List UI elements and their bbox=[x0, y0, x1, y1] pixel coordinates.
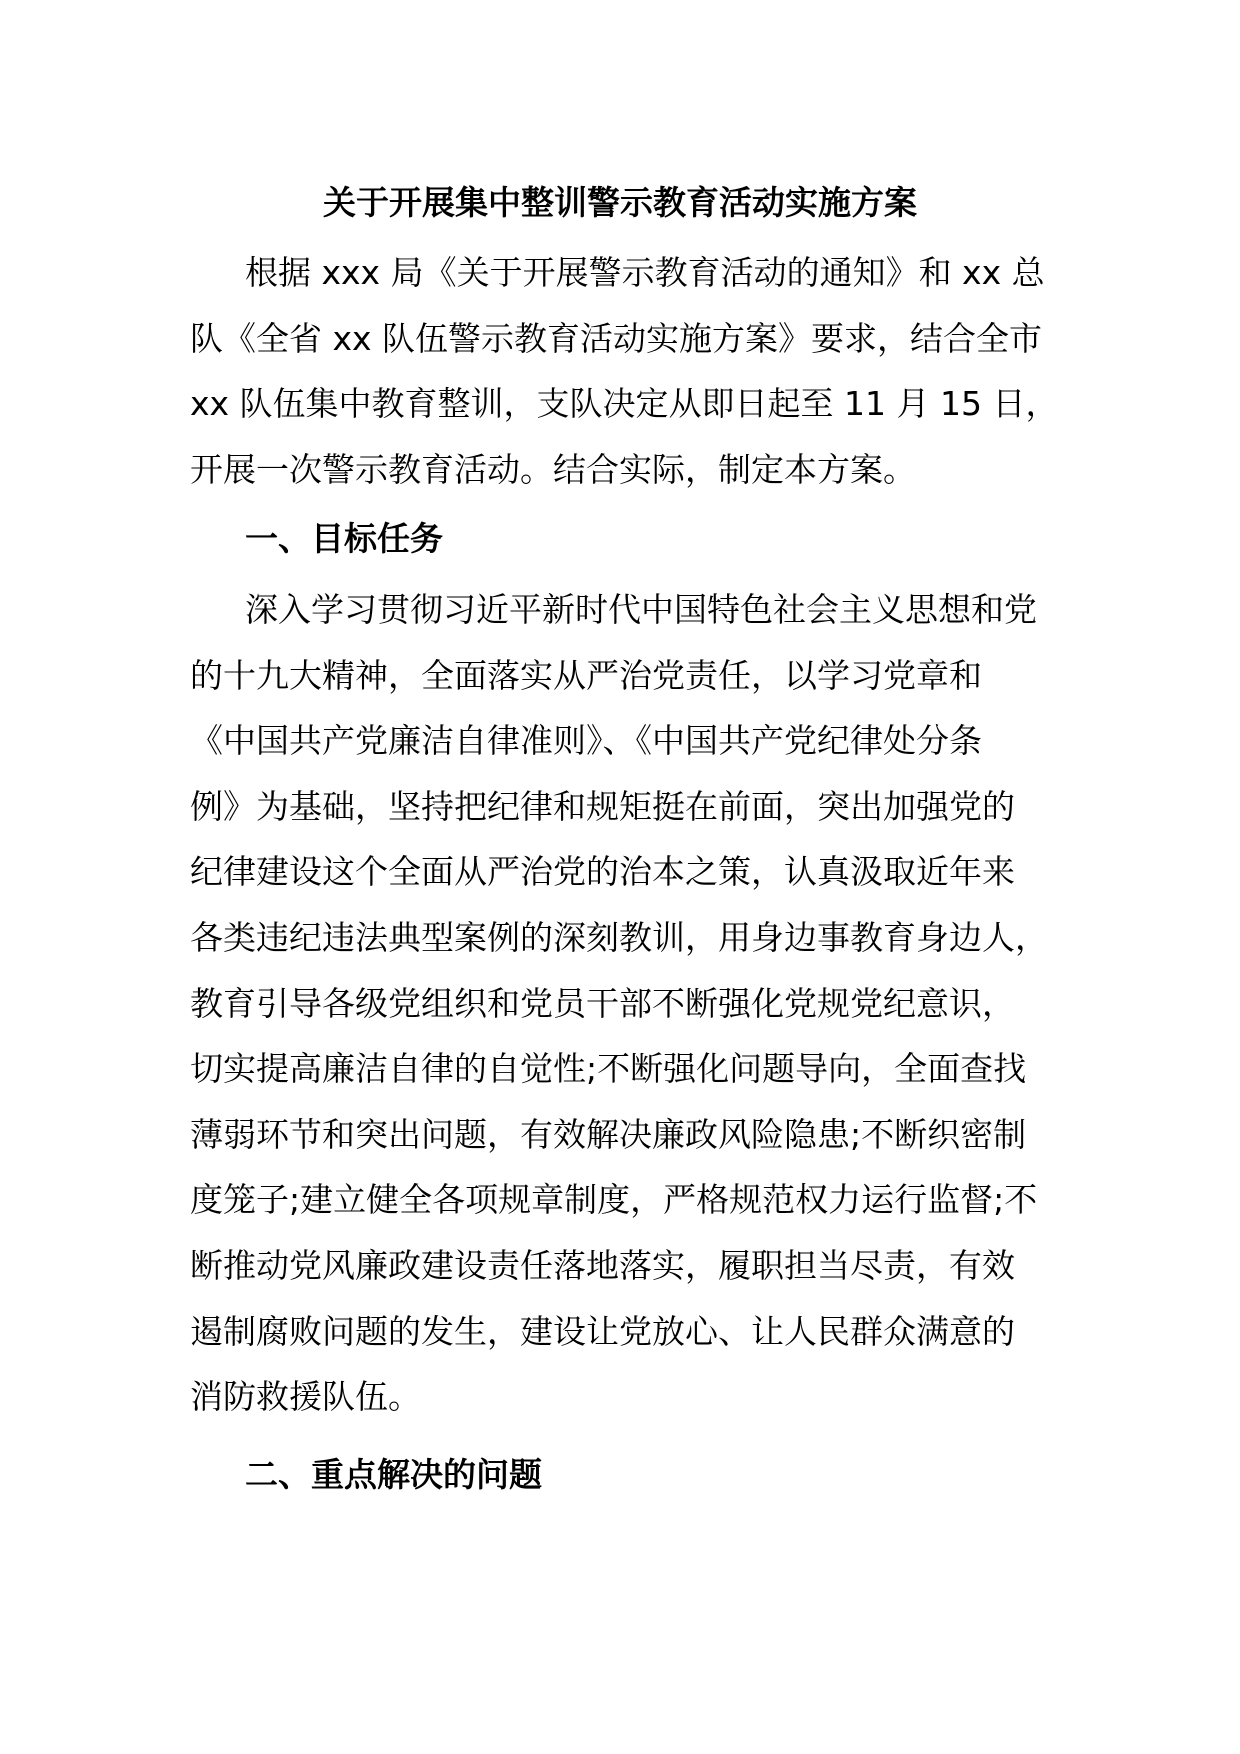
paragraph-line: 各类违纪违法典型案例的深刻教训，用身边事教育身边人， bbox=[190, 917, 1048, 957]
section-heading-1: 一、目标任务 bbox=[245, 519, 443, 558]
paragraph-line: 开展一次警示教育活动。结合实际，制定本方案。 bbox=[190, 449, 916, 489]
paragraph-line: 例》为基础，坚持把纪律和规矩挺在前面，突出加强党的 bbox=[190, 786, 1015, 826]
paragraph-line: xx 队伍集中教育整训，支队决定从即日起至 11 月 15 日， bbox=[190, 384, 1059, 424]
paragraph-line: 断推动党风廉政建设责任落地落实，履职担当尽责，有效 bbox=[190, 1245, 1015, 1285]
paragraph-goals bbox=[190, 577, 1070, 1430]
paragraph-line: 度笼子;建立健全各项规章制度，严格规范权力运行监督;不 bbox=[190, 1180, 1038, 1220]
paragraph-line: 薄弱环节和突出问题，有效解决廉政风险隐患;不断织密制 bbox=[190, 1114, 1027, 1154]
paragraph-line: 深入学习贯彻习近平新时代中国特色社会主义思想和党 bbox=[245, 590, 1037, 629]
section-heading-2: 二、重点解决的问题 bbox=[245, 1455, 542, 1494]
paragraph-line: 《中国共产党廉洁自律准则》、《中国共产党纪律处分条 bbox=[190, 721, 982, 761]
paragraph-line: 的十九大精神，全面落实从严治党责任，以学习党章和 bbox=[190, 655, 982, 695]
paragraph-line: 根据 xxx 局《关于开展警示教育活动的通知》和 xx 总 bbox=[245, 253, 1045, 292]
paragraph-line: 切实提高廉洁自律的自觉性;不断强化问题导向，全面查找 bbox=[190, 1049, 1027, 1089]
paragraph-intro bbox=[190, 240, 1070, 502]
paragraph-line: 消防救援队伍。 bbox=[190, 1377, 421, 1417]
paragraph-line: 纪律建设这个全面从严治党的治本之策，认真汲取近年来 bbox=[190, 852, 1015, 892]
paragraph-line: 队《全省 xx 队伍警示教育活动实施方案》要求，结合全市 bbox=[190, 318, 1043, 358]
document-title: 关于开展集中整训警示教育活动实施方案 bbox=[323, 183, 917, 222]
paragraph-line: 教育引导各级党组织和党员干部不断强化党规党纪意识， bbox=[190, 983, 1015, 1023]
paragraph-line: 遏制腐败问题的发生，建设让党放心、让人民群众满意的 bbox=[190, 1311, 1015, 1351]
